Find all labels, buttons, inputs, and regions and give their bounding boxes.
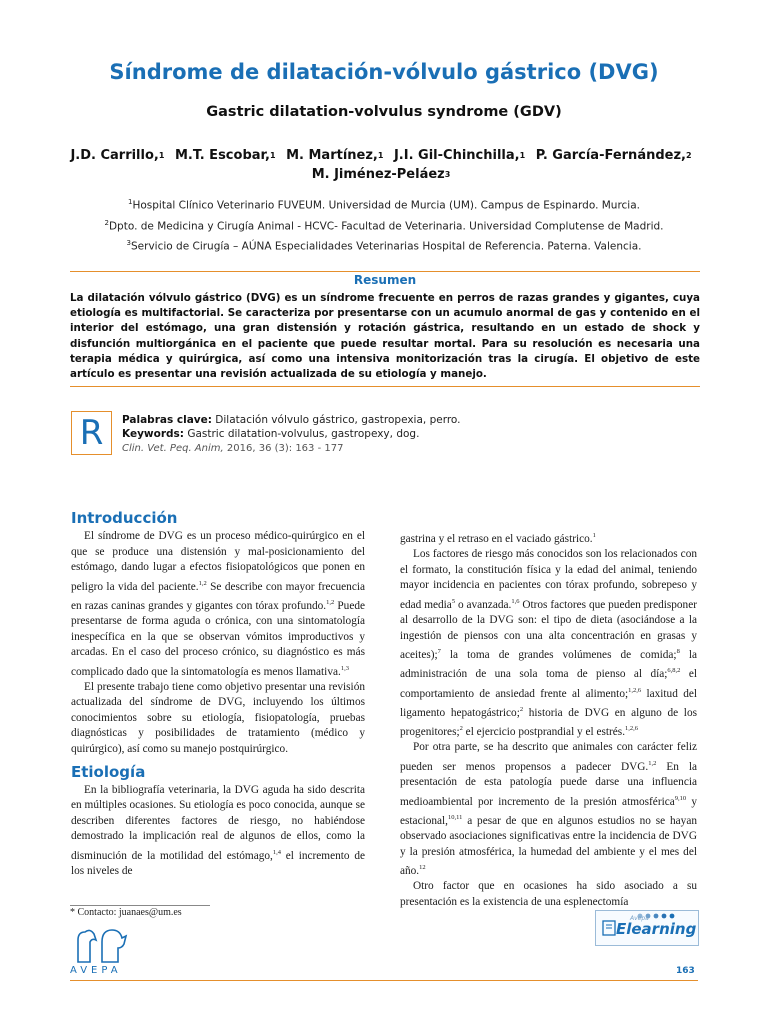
- affiliations: [60, 194, 708, 256]
- elearning-small-label: Avepa: [630, 915, 649, 922]
- affiliation-2: [60, 215, 708, 236]
- author-sup: 3: [444, 170, 451, 179]
- affiliation-text: Servicio de Cirugía – AÚNA Especialidades Veterinarias Hospital de Referencia. Paterna. Valencia.: [131, 240, 642, 253]
- elearning-label: Elearning: [616, 920, 697, 938]
- author-name: J.D. Carrillo,: [70, 148, 159, 163]
- keywords-en-label: Keywords:: [122, 428, 184, 440]
- keywords-es-label: Palabras clave:: [122, 414, 212, 426]
- affiliation-1: [60, 194, 708, 215]
- affiliation-sup: 2: [104, 218, 109, 227]
- paragraph: El presente trabajo tiene como objetivo presentar una revisión actualizada del síndrome de DVG, incluyendo los últimos conocimientos sobre su etiología, fisiopatología, pruebas diagnósticas y posibilidades de tratamiento (médico y quirúrgico), así como su manejo postquirúrgico.: [71, 680, 365, 755]
- affiliation-text: Hospital Clínico Veterinario FUVEUM. Universidad de Murcia (UM). Campus de Espinardo. Murcia.: [132, 199, 641, 212]
- page-title: Síndrome de dilatación-vólvulo gástrico (DVG): [109, 60, 659, 84]
- affiliation-sup: 1: [127, 198, 133, 206]
- citation-journal: Clin. Vet. Peq. Anim,: [122, 443, 224, 454]
- keywords-es-text: Dilatación vólvulo gástrico, gastropexia, perro.: [215, 414, 461, 426]
- citation: [122, 443, 343, 454]
- column-left: [71, 529, 365, 880]
- affiliation-3: [60, 235, 708, 256]
- author-name: M. Jiménez-Peláez: [311, 167, 445, 182]
- avepa-logo: [72, 926, 132, 969]
- elearning-book-icon: [602, 919, 616, 937]
- author-name: M.T. Escobar,: [174, 148, 270, 163]
- paragraph: Los factores de riesgo más conocidos son los relacionados con el formato, la constitución física y la edad del animal, teniendo mayor incidencia en pacientes con tórax profundo, sobrepeso y edad media$^5$ o avanzada.$^{1,6}$ Otros factores que pueden predisponer al desarrollo de la DVG son: el tipo de dieta (asociándose a la ingestión de piensos con una alta concentración en grasas y aceites);$^7$ la toma de grandes volúmenes de comida;$^8$ la administración de una sola toma de pienso al día;$^{6,8,2}$ el comportamiento de ansiedad frente al alimento;$^{1,2,6}$ laxitud del ligamento hepatogástrico;$^2$ historia de DVG en alguno de los progenitores;$^2$ el ejercicio postprandial y el estrés.$^{1,2,6}$: [400, 548, 697, 738]
- abstract-box: [70, 271, 700, 387]
- contact-footnote: * Contacto: juanaes@um.es: [70, 907, 182, 918]
- author-name: J.I. Gil-Chinchilla,: [393, 148, 520, 163]
- author-name: P. García-Fernández,: [535, 148, 686, 163]
- affiliation-text: Dpto. de Medicina y Cirugía Animal - HCVC- Facultad de Veterinaria. Universidad Complutense de Madrid.: [108, 220, 664, 232]
- keywords-block: [122, 413, 461, 441]
- paragraph: Otro factor que en ocasiones ha sido asociado a su presentación es la existencia de una esplenectomía: [400, 880, 697, 908]
- author-sup: 1: [269, 151, 276, 160]
- section-heading-intro: Introducción: [71, 509, 178, 527]
- author-sup: 1: [158, 151, 165, 160]
- author-list: [60, 146, 708, 184]
- avepa-dogs-icon: [72, 926, 132, 964]
- elearning-badge[interactable]: [595, 910, 699, 946]
- abstract-text: La dilatación vólvulo gástrico (DVG) es un síndrome frecuente en perros de razas grandes y gigantes, cuya etiología es multifactorial. Se caracteriza por presentarse con un acumulo anormal de gas y contenido en el interior del estómago, una gran distensión y rotación gástrica, resultando en un estado de shock y disfunción multiorgánica en el paciente que puede resultar mortal. Para su resolución es necesaria una terapia médica y quirúrgica, así como una intensiva monitorización tras la cirugía. El objetivo de este artículo es presentar una revisión actualizada de su etiología y manejo.: [70, 292, 700, 381]
- page-number: 163: [676, 966, 695, 976]
- author-sup: 1: [519, 151, 526, 160]
- author-sup: 2: [685, 151, 692, 160]
- keywords-es: [122, 413, 461, 427]
- citation-year: 2016,: [226, 443, 256, 454]
- avepa-wordmark: AVEPA: [70, 965, 122, 976]
- paragraph: Por otra parte, se ha descrito que animales con carácter feliz pueden ser menos propensos a padecer DVG.$^{1,2}$ En la presentación de esta patología puede darse una influencia medioambiental por incremento de la presión atmosférica$^{9,10}$ y estacional,$^{10,11}$ a pesar de que en algunos estudios no se hayan observado asociaciones significativas entre la incidencia de DVG y la presión atmosférica, la humedad del ambiente y el mes del año.$^{12}$: [400, 741, 697, 877]
- bottom-divider: [70, 980, 698, 981]
- paragraph: El síndrome de DVG es un proceso médico-quirúrgico en el que se produce una distensión y mal-posicionamiento del estómago, dando lugar a efectos fisiopatológicos que ponen en peligro la vida del paciente.$^{1,2}$ Se describe con mayor frecuencia en razas caninas grandes y gigantes con tórax profundo.$^{1,2}$ Puede presentarse de forma aguda o crónica, con una sintomatología inespecífica en la que se observan vómitos improductivos y arcadas. En el caso del proceso crónico, su diagnóstico es más complicado dado que la sintomatología es menos llamativa.$^{1,3}$: [71, 530, 365, 678]
- affiliation-sup: 3: [126, 239, 131, 247]
- section-heading-etio: Etiología: [71, 763, 146, 782]
- author-name: M. Martínez,: [286, 148, 378, 163]
- keywords-letter-badge: R: [71, 411, 112, 455]
- abstract-title: Resumen: [353, 273, 417, 287]
- paragraph: En la bibliografía veterinaria, la DVG aguda ha sido descrita en múltiples ocasiones. Su etiología es poco conocida, aunque se describen diferentes factores de riesgo, no habiéndose demostrado la implicación real de algunos de ellos, como la disminución de la motilidad del estómago,$^{1,4}$ el incremento de los niveles de: [71, 783, 365, 878]
- footnote-divider: [70, 905, 210, 906]
- paragraph: gastrina y el retraso en el vaciado gástrico.$^1$: [400, 532, 596, 545]
- keywords-en-text: Gastric dilatation-volvulus, gastropexy, dog.: [187, 428, 420, 440]
- keywords-en: [122, 427, 461, 441]
- author-sup: 1: [377, 151, 384, 160]
- column-right: [400, 528, 697, 910]
- page-subtitle: Gastric dilatation-volvulus syndrome (GDV): [206, 104, 562, 120]
- citation-volume: 36 (3): 163 - 177: [258, 443, 344, 454]
